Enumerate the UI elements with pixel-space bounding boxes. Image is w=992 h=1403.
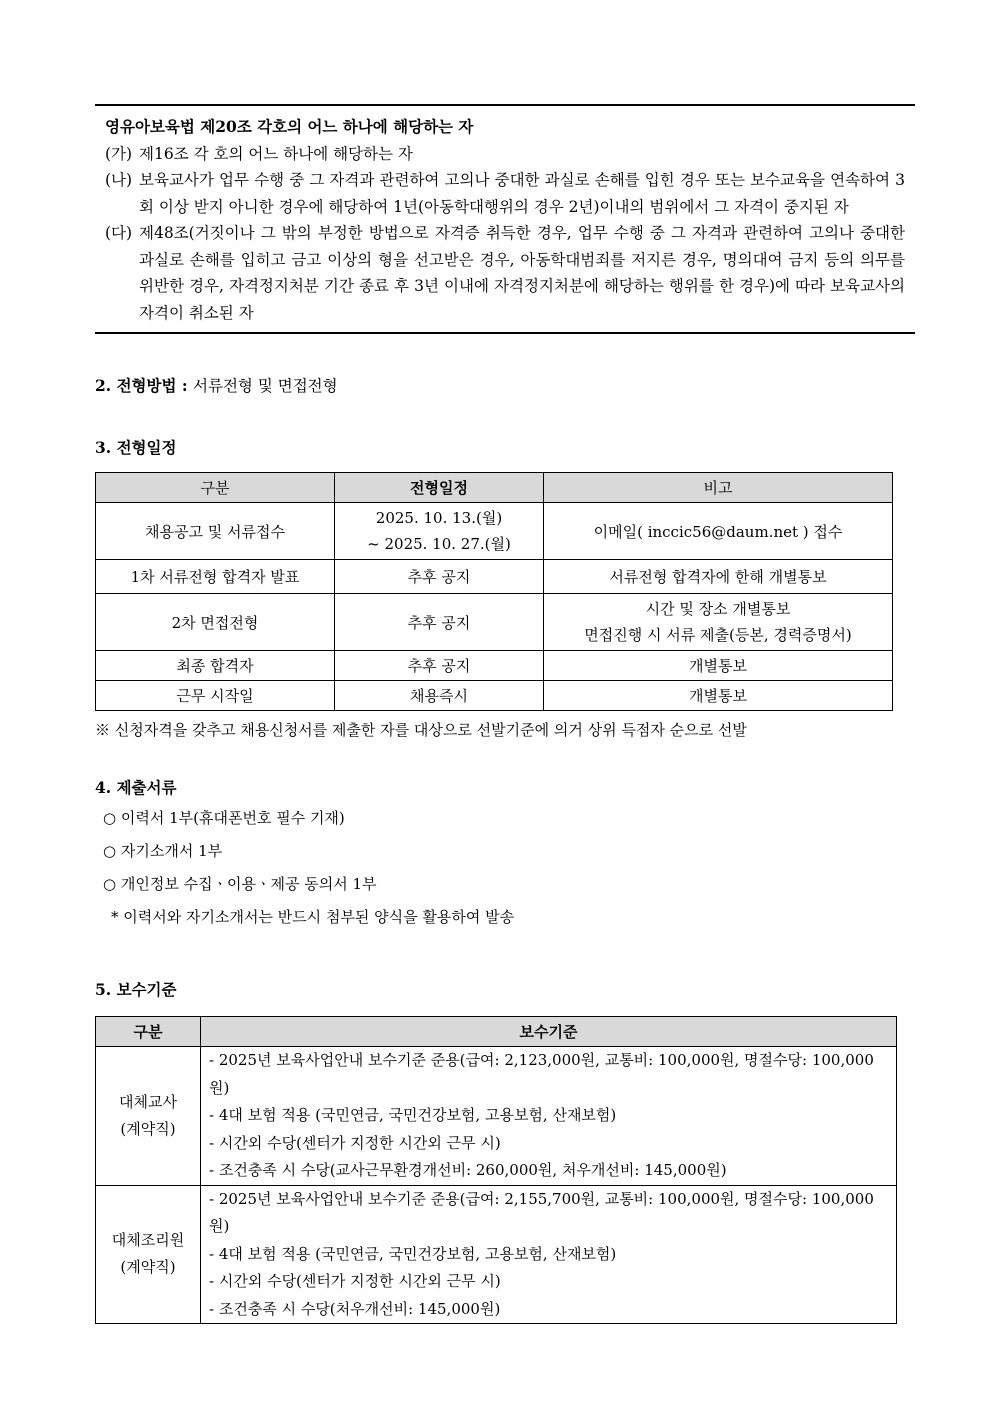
table-row xyxy=(96,560,893,594)
table-cell: 추후 공지 xyxy=(335,560,544,594)
table-header-row xyxy=(96,1017,897,1047)
box-title: 영유아보육법 제20조 각호의 어느 하나에 해당하는 자 xyxy=(105,117,474,136)
pay-line: - 시간외 수당(센터가 지정한 시간외 근무 시) xyxy=(209,1133,501,1152)
item-mark: (다) xyxy=(105,224,133,242)
header-cell: 전형일정 xyxy=(335,473,544,503)
pay-line: - 2025년 보육사업안내 보수기준 준용(급여: 2,155,700원, 교통비: 100,000원, 명절수당: 100,000원) xyxy=(209,1189,874,1235)
box-item xyxy=(105,167,905,220)
table-cell: 1차 서류전형 합격자 발표 xyxy=(96,560,335,594)
header-cell: 구분 xyxy=(96,473,335,503)
box-item xyxy=(105,220,905,326)
list-item: ○ 개인정보 수집ㆍ이용ㆍ제공 동의서 1부 xyxy=(103,875,377,893)
table-cell: 개별통보 xyxy=(544,651,893,681)
section-4-heading: 4. 제출서류 xyxy=(95,778,177,797)
table-row xyxy=(96,594,893,651)
header-cell: 비고 xyxy=(544,473,893,503)
box-item xyxy=(105,141,905,168)
table-cell xyxy=(544,594,893,651)
document-page xyxy=(95,104,915,1324)
disqualification-box xyxy=(95,104,915,334)
cell-line: 시간 및 장소 개별통보 xyxy=(645,600,791,618)
row-label: 대체교사 xyxy=(119,1092,177,1111)
table-cell: 개별통보 xyxy=(544,681,893,711)
table-cell: 추후 공지 xyxy=(335,594,544,651)
table-cell xyxy=(96,1185,201,1324)
header-cell: 구분 xyxy=(96,1017,201,1047)
table-cell xyxy=(335,503,544,560)
table-cell: 추후 공지 xyxy=(335,651,544,681)
item-mark: (나) xyxy=(105,171,133,189)
pay-line: - 4대 보험 적용 (국민연금, 국민건강보험, 고용보험, 산재보험) xyxy=(209,1244,617,1263)
table-cell: 채용즉시 xyxy=(335,681,544,711)
row-label: 대체조리원 xyxy=(111,1231,185,1250)
table-cell xyxy=(201,1047,897,1186)
table-row xyxy=(96,681,893,711)
pay-line: - 4대 보험 적용 (국민연금, 국민건강보험, 고용보험, 산재보험) xyxy=(209,1106,617,1124)
table-cell: 근무 시작일 xyxy=(96,681,335,711)
document-list xyxy=(95,802,915,934)
item-text: 제48조(거짓이나 그 밖의 부정한 방법으로 자격증 취득한 경우, 업무 수행 중 그 자격과 관련하여 고의나 중대한 과실로 손해를 입히고 금고 이상의 형을 선고받은 경우, 아동학대범죄를 저지른 경우, 명의대여 금지 등의 의무를 위반한 경우, 자격정지처분 기간 종료 후 3년 이내에 자격정지처분에 해당하는 행위를 한 경우)에 따라 보육교사의 자격이 취소된 자 xyxy=(139,224,905,322)
table-row xyxy=(96,651,893,681)
selection-note: ※ 신청자격을 갖추고 채용신청서를 제출한 자를 대상으로 선발기준에 의거 상위 득점자 순으로 선발 xyxy=(95,721,747,739)
document-note: * 이력서와 자기소개서는 반드시 첨부된 양식을 활용하여 발송 xyxy=(111,908,515,926)
item-mark: (가) xyxy=(105,144,133,163)
pay-line: - 2025년 보육사업안내 보수기준 준용(급여: 2,123,000원, 교통비: 100,000원, 명절수당: 100,000원) xyxy=(209,1051,874,1097)
list-item: ○ 이력서 1부(휴대폰번호 필수 기재) xyxy=(103,809,345,827)
section-2-heading xyxy=(95,374,915,396)
schedule-table xyxy=(95,472,893,711)
pay-line: - 조건충족 시 수당(교사근무환경개선비: 260,000원, 처우개선비: 145,000원) xyxy=(209,1161,727,1179)
table-header-row xyxy=(96,473,893,503)
section-3-heading: 3. 전형일정 xyxy=(95,438,177,457)
section-5-heading: 5. 보수기준 xyxy=(95,980,177,999)
table-cell xyxy=(96,1047,201,1186)
table-cell: 2차 면접전형 xyxy=(96,594,335,651)
item-text: 보육교사가 업무 수행 중 그 자격과 관련하여 고의나 중대한 과실로 손해를 입힌 경우 또는 보수교육을 연속하여 3회 이상 받지 아니한 경우에 해당하여 1년(아동학대행위의 경우 2년)이내의 범위에서 그 자격이 중지된 자 xyxy=(139,171,905,216)
cell-line: 2025. 10. 13.(월) xyxy=(375,509,503,527)
pay-line: - 조건충족 시 수당(처우개선비: 145,000원) xyxy=(209,1299,501,1318)
cell-line: ~ 2025. 10. 27.(월) xyxy=(367,535,511,553)
section-2-text: 서류전형 및 면접전형 xyxy=(193,377,338,395)
pay-line: - 시간외 수당(센터가 지정한 시간외 근무 시) xyxy=(209,1272,501,1290)
table-row xyxy=(96,1047,897,1186)
table-cell: 최종 합격자 xyxy=(96,651,335,681)
header-cell: 보수기준 xyxy=(201,1017,897,1047)
table-row xyxy=(96,503,893,560)
table-cell: 채용공고 및 서류접수 xyxy=(96,503,335,560)
section-2-title: 2. 전형방법 : xyxy=(95,376,188,395)
pay-table xyxy=(95,1016,897,1324)
item-text: 제16조 각 호의 어느 하나에 해당하는 자 xyxy=(139,144,413,163)
table-row xyxy=(96,1185,897,1324)
table-cell: 서류전형 합격자에 한해 개별통보 xyxy=(544,560,893,594)
table-cell xyxy=(201,1185,897,1324)
table-cell: 이메일( inccic56@daum.net ) 접수 xyxy=(544,503,893,560)
row-label: (계약직) xyxy=(120,1119,176,1138)
list-item: ○ 자기소개서 1부 xyxy=(103,842,223,860)
cell-line: 면접진행 시 서류 제출(등본, 경력증명서) xyxy=(584,626,852,644)
row-label: (계약직) xyxy=(120,1258,176,1277)
